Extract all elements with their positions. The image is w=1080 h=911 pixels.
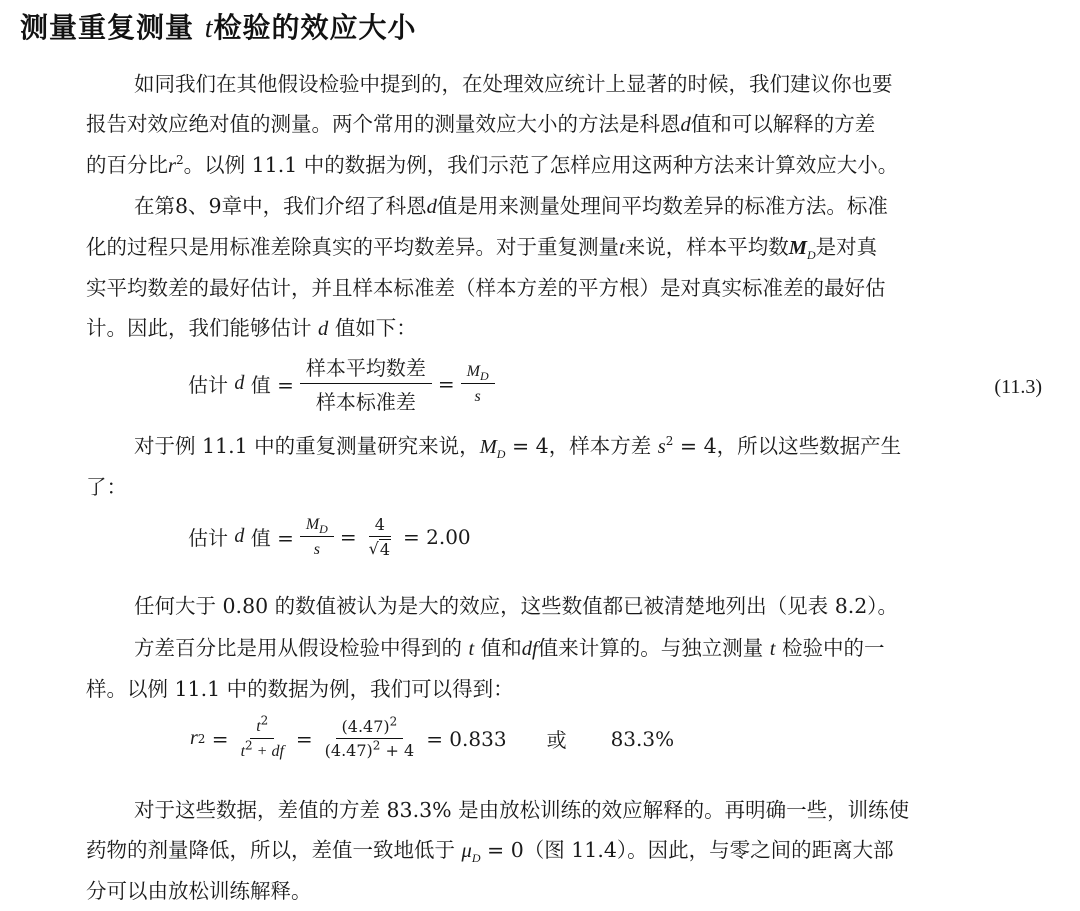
fraction-t2: $\frac{t^2}{t^2 + df}$ (240, 713, 284, 760)
heading-text-a: 测量重复测量 (20, 11, 205, 44)
fraction-4-over-sqrt4: 4 √ 4 (368, 514, 390, 559)
heading-text-b: 检验的效应大小 (213, 11, 417, 44)
formula-r-squared: r 2 = $\frac{t^2}{t^2 + df}$ = $\frac{(4.47)^2}{(4.47)^2 + 4}$ = 0.833 或 83.3% (190, 713, 675, 760)
fraction-md-over-s: $\frac{M_D}{s}$ (300, 514, 334, 559)
paragraph-2 (86, 186, 1046, 349)
formula-d-value: 估计 d 值 = $\frac{M_D}{s}$ = 4 √ 4 = 2.00 (188, 514, 471, 559)
p2-line4: 计。因此，我们能够估计 d 值如下： (86, 316, 417, 340)
p1-line1: 如同我们在其他假设检验中提到的，在处理效应统计上显著的时候，我们建议你也要 (134, 72, 893, 96)
p1-line3: 的百分比$r^2$。以例 11.1 中的数据为例，我们示范了怎样应用这两种方法来计算效应大小。 (86, 153, 899, 177)
paragraph-6 (86, 790, 1046, 911)
paragraph-3 (86, 426, 1046, 507)
fraction-words: $\frac{\text{样本平均数差}}{\text{样本标准差}}$ (300, 352, 432, 415)
heading-var-t: t (204, 13, 214, 44)
p1-line2: 报告对效应绝对值的测量。两个常用的测量效应大小的方法是科恩d值和可以解释的方差 (86, 112, 876, 136)
p5-line1: 方差百分比是用从假设检验中得到的 t 值和df值来计算的。与独立测量 t 检验中的一 (134, 636, 885, 660)
equation-number: (11.3) (994, 376, 1042, 398)
fraction-md-s: $\frac{M_D}{s}$ (461, 361, 495, 406)
paragraph-4 (86, 586, 1046, 626)
p6-line2: 药物的剂量降低，所以，差值一致地低于 $\mu_D = 0$（图 11.4）。因此，与零之间的距离大部 (86, 838, 894, 866)
formula-cohen-d: 估计 d 值 = $\frac{\text{样本平均数差}}{\text{样本标准差}}$ = $\frac{M_D}{s}$ (188, 352, 501, 415)
p3-line2: 了： (86, 475, 127, 499)
p4-line1: 任何大于 0.80 的数值被认为是大的效应，这些数值都已被清楚地列出（见表 8.2）。 (134, 594, 899, 618)
p2-line2: 化的过程只是用标准差除真实的平均数差异。对于重复测量t来说，样本平均数$M_D$是对真 (86, 235, 878, 263)
paragraph-1 (86, 64, 1046, 186)
p3-line1: 对于例 11.1 中的重复测量研究来说，$M_D = 4$，样本方差 $s^2 = 4$，所以这些数据产生 (134, 434, 902, 462)
p6-line1: 对于这些数据，差值的方差 83.3% 是由放松训练的效应解释的。再明确一些，训练使 (134, 798, 910, 822)
paragraph-5 (86, 628, 1046, 709)
p6-line3: 分可以由放松训练解释。 (86, 879, 312, 903)
section-heading (20, 6, 417, 46)
p5-line2: 样。以例 11.1 中的数据为例，我们可以得到： (86, 677, 514, 701)
p2-line1: 在第8、9章中，我们介绍了科恩d值是用来测量处理间平均数差异的标准方法。标准 (134, 194, 888, 218)
fraction-447: $\frac{(4.47)^2}{(4.47)^2 + 4}$ (324, 714, 415, 760)
p2-line3: 实平均数差的最好估计，并且样本标准差（样本方差的平方根）是对真实标准差的最好估 (86, 276, 886, 300)
